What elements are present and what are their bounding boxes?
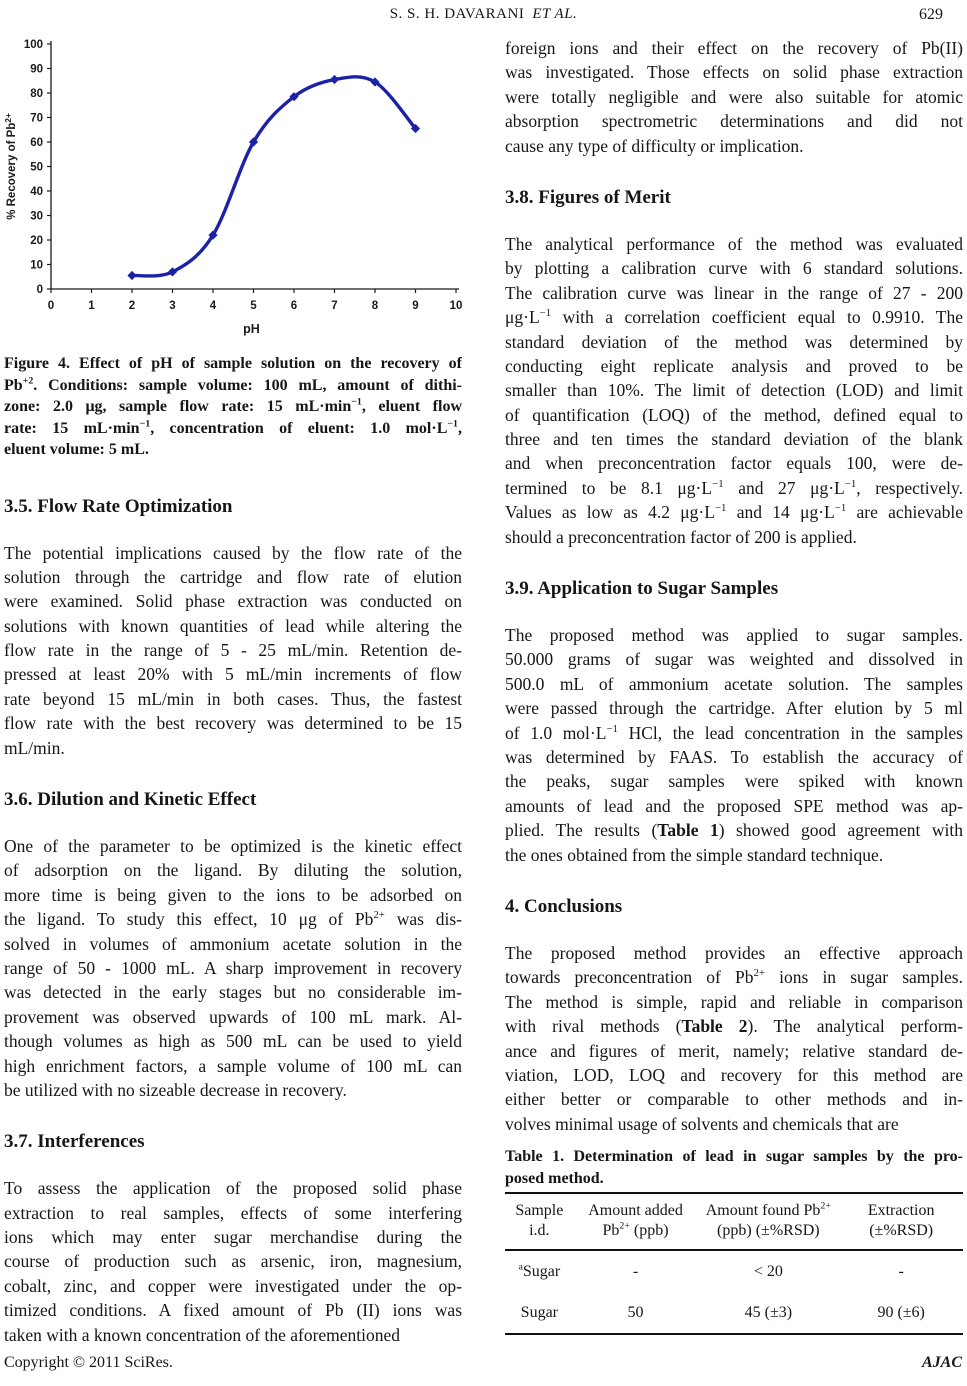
superscript: 2+ (820, 1200, 831, 1212)
section-3-8-body (505, 232, 963, 549)
journal-abbrev: AJAC (921, 1354, 962, 1371)
section-heading-4: 4. Conclusions (505, 895, 623, 917)
page-header (0, 6, 967, 30)
tick-label: 5 (250, 300, 257, 312)
text-line: conducting eight replicate analysis and proved to be (505, 355, 963, 376)
table-cell: 45 (±3) (744, 1304, 793, 1322)
superscript: −1 (712, 478, 724, 491)
left-column (4, 36, 462, 1347)
section-heading-3-8: 3.8. Figures of Merit (505, 186, 671, 208)
table-cell: 50 (627, 1304, 644, 1322)
text-line: plied. The results (Table 1) showed good agreement with (505, 820, 963, 841)
text-line: flow rate in the range of 5 - 25 mL/min. Retention de- (4, 640, 462, 661)
tick-label: 2 (128, 300, 136, 312)
text-line: towards preconcentration of $Pb^{2+}$ ions in sugar samples. (505, 967, 963, 988)
text-line: solutions with known quantities of lead while altering the (4, 615, 462, 636)
page-number: 629 (919, 6, 943, 23)
tick-label: 0 (47, 300, 55, 312)
superscript: −1 (606, 722, 618, 735)
text-line: cause any type of difficulty or implication. (505, 135, 804, 156)
table-cell: - (632, 1263, 639, 1281)
text-line: the ligand. To study this effect, 10 μg of $Pb^{2+}$ was dis- (4, 909, 462, 930)
table-cell: 90 (±6) (877, 1304, 925, 1322)
tick-label: 80 (30, 88, 43, 100)
text-line: cobalt, zinc, and copper were investigated under the op- (4, 1275, 462, 1296)
table-header-cell (839, 1193, 963, 1250)
text-line: with rival methods (Table 2). The analytical perform- (505, 1016, 963, 1037)
tick-label: 100 (23, 39, 43, 51)
text-line: viation, LOD, LOQ and recovery for this method are (505, 1064, 963, 1085)
table1-caption (505, 1146, 963, 1189)
section-3-9-body (505, 623, 963, 867)
table-cell: < 20 (753, 1263, 783, 1281)
text-line: absorption spectrometric determinations and did not (505, 111, 963, 132)
text-line: The potential implications caused by the flow rate of the (4, 542, 462, 563)
text-line: Table 1. Determination of lead in sugar samples by the pro- (505, 1148, 963, 1166)
text-line: more time is being given to the ions to be adsorbed on (4, 884, 462, 905)
text-line: smaller than 10%. The limit of detection (LOD) and limit (505, 380, 963, 401)
text-line: $\mu g\cdot L^{-1}$ with a correlation coefficient equal to 0.9910. The (505, 307, 963, 328)
table-row (505, 1292, 963, 1334)
text-line: three and ten times the standard deviation of the blank (505, 429, 963, 450)
text-line: were passed through the cartridge. After elution by 5 ml (505, 698, 963, 719)
header-line: Amount found $Pb^{2+}$ (705, 1200, 831, 1220)
section-heading-3-6: 3.6. Dilution and Kinetic Effect (4, 789, 257, 811)
tick-label: 3 (169, 300, 176, 312)
text-line: 500.0 mL of ammonium acetate solution. The samples (505, 673, 963, 694)
section-3-6-body (4, 834, 462, 1102)
text-line: of 1.0 $mol\cdot L^{-1}$ HCl, the lead concentration in the samples (505, 722, 963, 743)
header-line: $Pb^{2+}$ (ppb) (602, 1220, 669, 1240)
superscript: −1 (714, 502, 727, 515)
superscript: −1 (834, 502, 847, 515)
text-line: solution through the cartridge and flow rate of elution (4, 566, 462, 587)
text-line: Figure 4. Effect of pH of sample solution on the recovery of (4, 355, 462, 372)
table-header-cell (697, 1193, 839, 1250)
text-line: ions which may enter sugar merchandise during the (4, 1227, 462, 1248)
text-line: the peaks, sugar samples were spiked with known (505, 771, 963, 792)
text-line: be utilized with no sizeable decrease in recovery. (4, 1079, 347, 1100)
interferences-continued-body (505, 36, 963, 158)
text-line: of quantification (LOQ) of the method, defined equal to (505, 404, 963, 425)
text-line: provement was observed upwards of 100 mL mark. Al- (4, 1006, 462, 1027)
tick-label: 10 (449, 300, 462, 312)
text-line: One of the parameter to be optimized is the kinetic effect (4, 836, 462, 857)
line-chart-svg (4, 36, 462, 348)
page-footer (4, 1354, 962, 1372)
text-line: The method is simple, rapid and reliable in comparison (505, 991, 963, 1012)
table-cell: $^a$Sugar (518, 1261, 561, 1281)
text-line: taken with a known concentration of the aforementioned (4, 1324, 401, 1345)
table-cell: Sugar (520, 1304, 558, 1322)
table1-body (505, 1250, 963, 1334)
tick-label: 50 (30, 161, 43, 174)
tick-label: 10 (30, 259, 43, 272)
text-line: The proposed method was applied to sugar samples. (505, 625, 963, 646)
section-heading-3-9: 3.9. Application to Sugar Samples (505, 578, 779, 600)
header-line: i.d. (529, 1222, 550, 1240)
text-line: high enrichment factors, a sample volume of 100 mL can (4, 1055, 462, 1076)
table-row (505, 1250, 963, 1292)
section-heading-3-7: 3.7. Interferences (4, 1131, 145, 1153)
tick-label: 8 (371, 300, 379, 312)
section-4-body (505, 941, 963, 1136)
text-line: was detected in the early stages but no considerable im- (4, 982, 462, 1003)
tick-label: 40 (30, 186, 43, 198)
section-3-7-body (4, 1176, 462, 1347)
superscript: −1 (539, 307, 552, 320)
section-3-5-body (4, 541, 462, 761)
text-line: mL/min. (4, 737, 65, 758)
tick-label: 1 (88, 300, 95, 312)
data-point-marker (127, 271, 136, 280)
text-line: eluent volume: 5 mL. (4, 441, 149, 458)
tick-label: 6 (290, 300, 298, 312)
text-line: course of production such as arsenic, iron, magnesium, (4, 1251, 462, 1272)
section-heading-3-5: 3.5. Flow Rate Optimization (4, 495, 233, 517)
text-line: amounts of lead and the proposed SPE method was ap- (505, 795, 963, 816)
text-line: 50.000 grams of sugar was weighted and dissolved in (505, 649, 963, 670)
figure4-caption (4, 353, 462, 461)
bold-text: Table 1 (657, 820, 719, 841)
bold-text: Table 2 (681, 1016, 748, 1037)
tick-label: 60 (30, 137, 43, 149)
x-axis-title: pH (243, 322, 260, 336)
table-header-cell (505, 1193, 574, 1250)
running-title-etal: ET AL. (532, 6, 578, 22)
text-line: The proposed method provides an effective approach (505, 942, 963, 963)
superscript: −1 (447, 418, 458, 430)
table1-header (505, 1193, 963, 1250)
superscript: −1 (844, 478, 857, 491)
running-title-authors: S. S. H. DAVARANI (389, 6, 525, 22)
text-line: foreign ions and their effect on the recovery of Pb(II) (505, 38, 963, 58)
text-line: timized conditions. A fixed amount of Pb (II) ions was (4, 1300, 462, 1321)
header-line: Extraction (867, 1202, 935, 1220)
tick-label: 30 (30, 210, 43, 223)
tick-label: 70 (30, 112, 43, 125)
superscript: 2+ (373, 909, 385, 922)
header-line: Amount added (588, 1202, 683, 1220)
text-line: rate beyond 15 mL/min in both cases. Thus, the fastest (4, 688, 462, 709)
header-line: (ppb) (±%RSD) (717, 1222, 820, 1240)
text-line: and when preconcentration factor equals 100, were de- (505, 453, 963, 474)
text-line: extraction to real samples, effects of some interfering (4, 1202, 462, 1223)
text-line: was determined by FAAS. To establish the accuracy of (505, 746, 963, 767)
running-title (0, 6, 967, 23)
figure4-chart (4, 36, 462, 348)
table1 (505, 1192, 963, 1335)
text-line: rate: 15 $mL\cdot\min^{-1}$, concentration of eluent: 1.0 $mol\cdot L^{-1}$, (4, 418, 462, 437)
text-line: of adsorption on the ligand. By diluting the solution, (4, 860, 462, 881)
text-line: solved in volumes of ammonium acetate solution in the (4, 933, 462, 954)
superscript: a (518, 1261, 523, 1273)
superscript: −1 (351, 396, 362, 408)
text-line: To assess the application of the proposed solid phase (4, 1178, 462, 1199)
text-line: were examined. Solid phase extraction was conducted on (4, 591, 462, 612)
table-cell: - (898, 1263, 904, 1281)
text-line: standard deviation of the method was determined by (505, 331, 963, 352)
text-line: The calibration curve was linear in the range of 27 - 200 (505, 282, 963, 303)
text-line: the ones obtained from the simple standard technique. (505, 844, 884, 865)
right-column (505, 36, 963, 1335)
text-line: The analytical performance of the method was evaluated (505, 233, 963, 254)
table-header-cell (574, 1193, 698, 1250)
text-line: termined to be 8.1 $\mu g\cdot L^{-1}$ and 27 $\mu g\cdot L^{-1}$, respectively. (505, 477, 963, 498)
tick-label: 7 (331, 300, 338, 312)
text-line: Values as low as 4.2 $\mu g\cdot L^{-1}$ and 14 $\mu g\cdot L^{-1}$ are achievable (505, 502, 963, 523)
superscript: 2+ (619, 1220, 630, 1232)
tick-label: 20 (30, 235, 43, 247)
text-line: should a preconcentration factor of 200 is applied. (505, 526, 857, 547)
recovery-curve (132, 77, 416, 276)
text-line: ance and figures of merit, namely; relative standard de- (505, 1040, 963, 1061)
header-line: (±%RSD) (869, 1222, 934, 1240)
table-header-row (505, 1193, 963, 1250)
tick-label: 90 (30, 63, 43, 76)
copyright-notice: Copyright © 2011 SciRes. (4, 1354, 173, 1371)
text-line: posed method. (505, 1169, 604, 1187)
text-line: zone: 2.0 μg, sample flow rate: 15 $mL\cdot\min^{-1}$, eluent flow (4, 396, 462, 415)
text-line: pressed at least 20% with 5 mL/min increments of flow (4, 664, 462, 685)
text-line: $Pb^{+2}$. Conditions: sample volume: 100 mL, amount of dithi- (4, 375, 462, 394)
text-line: flow rate with the best recovery was determined to be 15 (4, 713, 462, 734)
text-line: was investigated. Those effects on solid phase extraction (505, 62, 963, 83)
text-line: volves minimal usage of solvents and chemicals that are (505, 1113, 899, 1134)
text-line: either better or comparable to other methods and in- (505, 1089, 963, 1110)
text-line: though volumes as high as 500 mL can be used to yield (4, 1031, 462, 1052)
header-line: Sample (515, 1202, 564, 1220)
tick-label: 9 (412, 300, 419, 312)
superscript: 2+ (753, 967, 765, 980)
tick-label: 4 (209, 300, 217, 312)
data-point-marker (330, 75, 339, 84)
superscript: +2 (22, 375, 34, 387)
text-line: by plotting a calibration curve with 6 standard solutions. (505, 258, 963, 279)
superscript: −1 (139, 418, 151, 430)
text-line: were totally negligible and were also suitable for atomic (505, 86, 963, 107)
tick-label: 0 (36, 284, 43, 296)
y-axis-title: % Recovery of $Pb^{2+}$ (4, 113, 18, 220)
text-line: range of 50 - 1000 mL. A sharp improvement in recovery (4, 957, 462, 978)
